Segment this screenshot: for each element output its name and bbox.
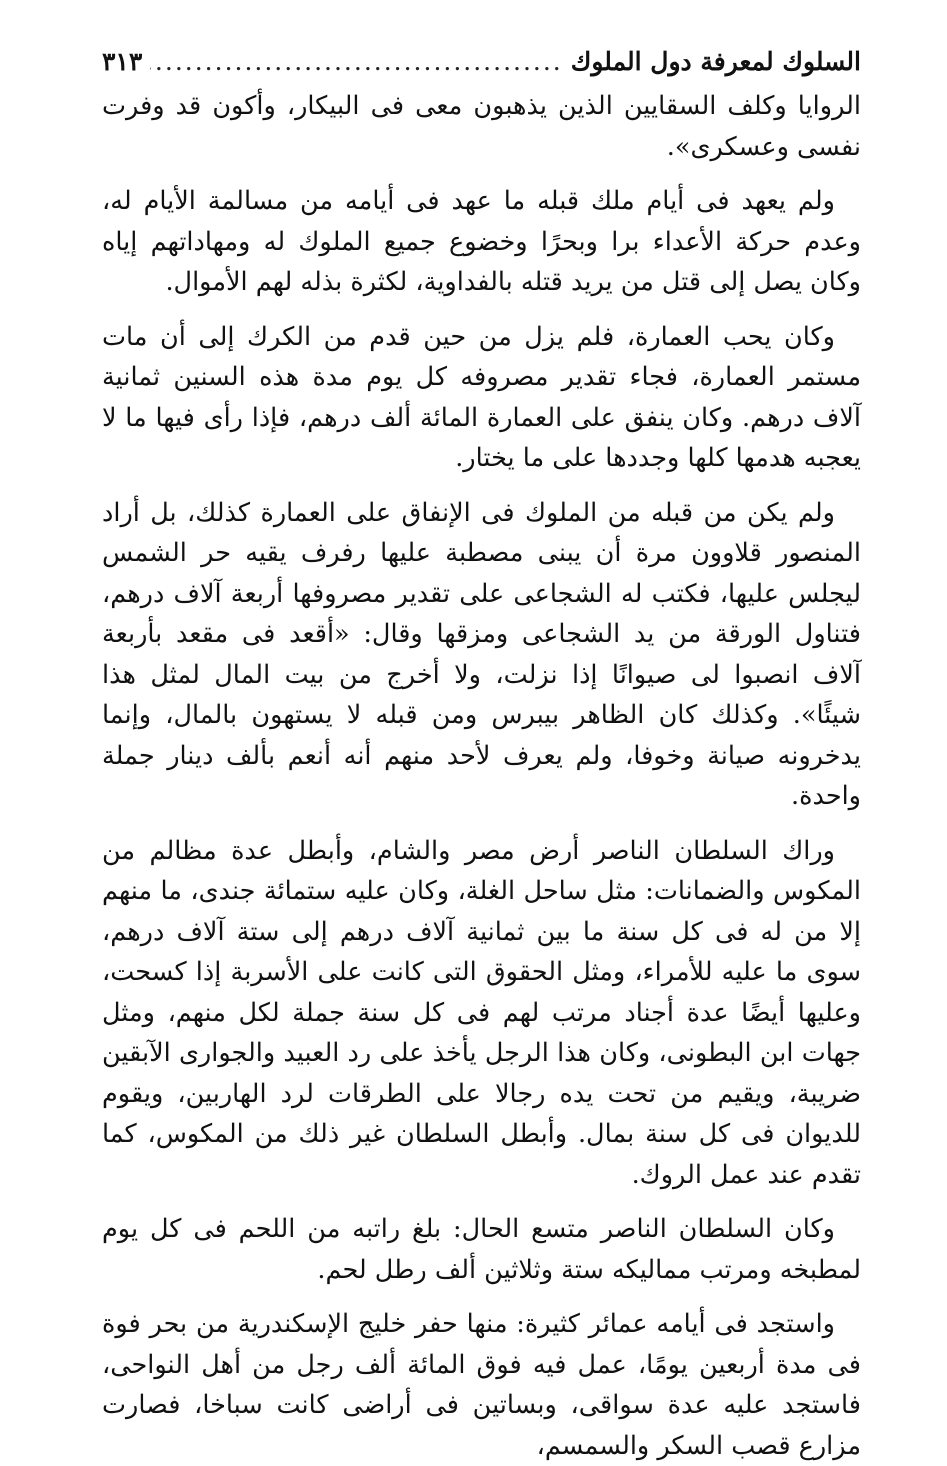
paragraph: وكان السلطان الناصر متسع الحال: بلغ راتبه من اللحم فى كل يوم لمطبخه ومرتب مماليكه ستة وثلاثين ألف رطل لحم. [102,1214,861,1285]
paragraph: الروايا وكلف السقايين الذين يذهبون معى فى البيكار، وأكون قد وفرت نفسى وعسكرى». [102,91,861,162]
book-title: السلوك لمعرفة دول الملوك [570,47,861,76]
paragraph: واستجد فى أيامه عمائر كثيرة: منها حفر خليج الإسكندرية من بحر فوة فى مدة أربعين يومًا، عمل فيه فوق المائة ألف رجل من أهل النواحى، فاستجد عليه عدة سواقى، وبساتين فى أراضى كانت سباخا، فصارت مزارع قصب السكر والسمسم، [102,1309,861,1461]
leader-dots [150,44,562,80]
paragraph: وراك السلطان الناصر أرض مصر والشام، وأبطل عدة مظالم من المكوس والضمانات: مثل ساحل الغلة، وكان عليه ستمائة جندى، ما منهم إلا من له فى كل سنة ما بين ثمانية آلاف درهم إلى ستة آلاف درهم، سوى ما عليه للأمراء، ومثل الحقوق التى كانت على الأسربة إذا كسحت، وعليها أيضًا عدة أجناد مرتب لهم فى كل سنة جملة لكل منهم، ومثل جهات ابن البطونى، وكان هذا الرجل يأخذ على رد العبيد والجوارى الآبقين ضريبة، ويقيم من تحت يده رجالا على الطرقات لرد الهاربين، ويقوم للديوان فى كل سنة بمال. وأبطل السلطان غير ذلك من المكوس، كما تقدم عند عمل الروك. [102,835,861,1190]
running-header [102,44,861,80]
page-number: ٣١٣ [102,47,143,76]
paragraph: ولم يعهد فى أيام ملك قبله ما عهد فى أيامه من مسالمة الأيام له، وعدم حركة الأعداء برا وبحرًا وخضوع جميع الملوك له ومهاداتهم إياه وكان يصل إلى قتل من يريد قتله بالفداوية، لكثرة بذله لهم الأموال. [102,186,861,297]
paragraph: ولم يكن من قبله من الملوك فى الإنفاق على العمارة كذلك، بل أراد المنصور قلاوون مرة أن يبنى مصطبة عليها رفرف يقيه حر الشمس ليجلس عليها، فكتب له الشجاعى على تقدير مصروفها أربعة آلاف درهم، فتناول الورقة من يد الشجاعى ومزقها وقال: «أقعد فى مقعد بأربعة آلاف انصبوا لى صيوانًا إذا نزلت، ولا أخرج من بيت المال لمثل هذا شيئًا». وكذلك كان الظاهر بيبرس ومن قبله لا يستهون بالمال، وإنما يدخرونه صيانة وخوفا، ولم يعرف لأحد منهم أنه أنعم بألف دينار جملة واحدة. [102,497,861,811]
paragraph: وكان يحب العمارة، فلم يزل من حين قدم من الكرك إلى أن مات مستمر العمارة، فجاء تقدير مصروفه كل يوم مدة هذه السنين ثمانية آلاف درهم. وكان ينفق على العمارة المائة ألف درهم، فإذا رأى فيها ما لا يعجبه هدمها كلها وجددها على ما يختار. [102,321,861,473]
